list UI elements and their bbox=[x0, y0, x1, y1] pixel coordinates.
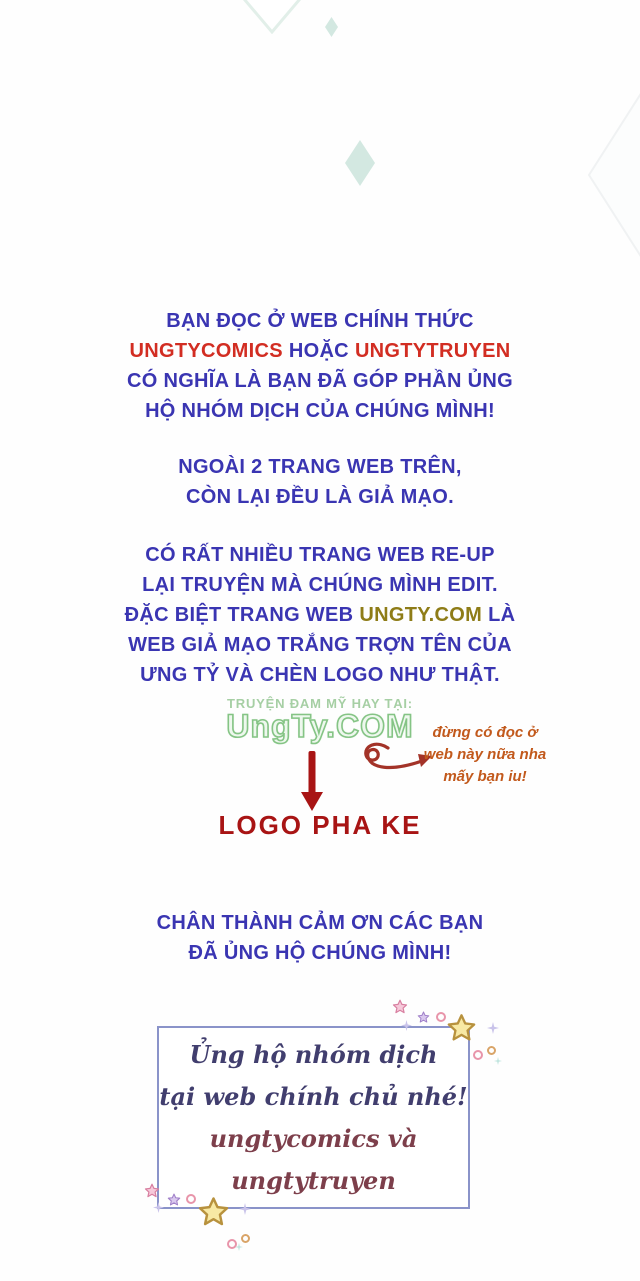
fake-logo-tagline: TRUYỆN ĐAM MỸ HAY TẠI: bbox=[227, 696, 413, 711]
ring-dot-icon bbox=[487, 1046, 496, 1055]
purple-star-icon bbox=[417, 1011, 430, 1024]
reup-line5: ƯNG TỶ VÀ CHÈN LOGO NHƯ THẬT. bbox=[140, 664, 500, 686]
intro-paragraph bbox=[0, 306, 640, 426]
fake-site-name: UNGTY.COM bbox=[359, 604, 483, 626]
down-arrow-icon bbox=[300, 751, 324, 813]
ring-dot-icon bbox=[473, 1050, 483, 1060]
ring-dot-icon bbox=[186, 1194, 196, 1204]
pink-star-icon bbox=[144, 1183, 160, 1199]
thanks-paragraph bbox=[0, 908, 640, 968]
fake-warning-paragraph bbox=[0, 452, 640, 512]
sparkle-icon bbox=[487, 1022, 499, 1034]
reup-line1: CÓ RẤT NHIỀU TRANG WEB RE-UP bbox=[145, 544, 495, 566]
ring-dot-icon bbox=[227, 1239, 237, 1249]
thanks-line1: CHÂN THÀNH CẢM ƠN CÁC BẠN bbox=[156, 912, 484, 934]
diamond-outline-icon bbox=[237, 0, 307, 34]
fake-logo-text: UngTy.COM bbox=[226, 708, 414, 744]
ring-dot-icon bbox=[241, 1234, 250, 1243]
sparkle-icon bbox=[494, 1057, 502, 1065]
ring-dot-icon bbox=[436, 1012, 446, 1022]
side-note-line2: web này nữa nha bbox=[423, 746, 547, 763]
reup-line3-before: ĐẶC BIỆT TRANG WEB bbox=[124, 604, 354, 626]
diamond-large-icon bbox=[345, 140, 375, 186]
reup-line2: LẠI TRUYỆN MÀ CHÚNG MÌNH EDIT. bbox=[142, 574, 498, 596]
reup-line4: WEB GIẢ MẠO TRẮNG TRỢN TÊN CỦA bbox=[128, 634, 512, 656]
diamond-faint-icon bbox=[586, 92, 640, 258]
intro-line1: BẠN ĐỌC Ở WEB CHÍNH THỨC bbox=[166, 310, 474, 332]
side-note bbox=[400, 722, 570, 788]
thanks-line2: ĐÃ ỦNG HỘ CHÚNG MÌNH! bbox=[188, 942, 452, 964]
fake-warning-line2: CÒN LẠI ĐỀU LÀ GIẢ MẠO. bbox=[185, 486, 454, 508]
intro-line2 bbox=[0, 336, 640, 366]
support-line2: tại web chính chủ nhé! bbox=[159, 1081, 468, 1111]
reup-line3 bbox=[0, 600, 640, 630]
yellow-star-icon bbox=[446, 1013, 477, 1044]
support-line1: Ủng hộ nhóm dịch bbox=[189, 1039, 438, 1069]
yellow-star-icon bbox=[197, 1196, 230, 1229]
support-box bbox=[157, 1026, 470, 1209]
site-name-ungtytruyen: UNGTYTRUYEN bbox=[354, 340, 511, 362]
purple-star-icon bbox=[167, 1193, 181, 1207]
intro-line3: CÓ NGHĨA LÀ BẠN ĐÃ GÓP PHẦN ỦNG bbox=[127, 370, 513, 392]
side-note-line1: đừng có đọc ở bbox=[432, 724, 538, 741]
side-note-line3: mấy bạn iu! bbox=[443, 768, 527, 785]
site-name-ungtycomics: UNGTYCOMICS bbox=[129, 340, 283, 362]
reup-line3-after: LÀ bbox=[488, 604, 516, 626]
intro-conjunction: HOẶC bbox=[288, 340, 349, 362]
diamond-small-icon bbox=[325, 17, 338, 37]
fake-logo-caption: LOGO PHA KE bbox=[218, 810, 422, 840]
pink-star-icon bbox=[392, 999, 408, 1015]
fake-warning-line1: NGOÀI 2 TRANG WEB TRÊN, bbox=[178, 456, 462, 478]
support-line3: ungtycomics và ungtytruyen bbox=[209, 1123, 418, 1195]
intro-line4: HỘ NHÓM DỊCH CỦA CHÚNG MÌNH! bbox=[145, 400, 495, 422]
reup-warning-paragraph bbox=[0, 540, 640, 690]
